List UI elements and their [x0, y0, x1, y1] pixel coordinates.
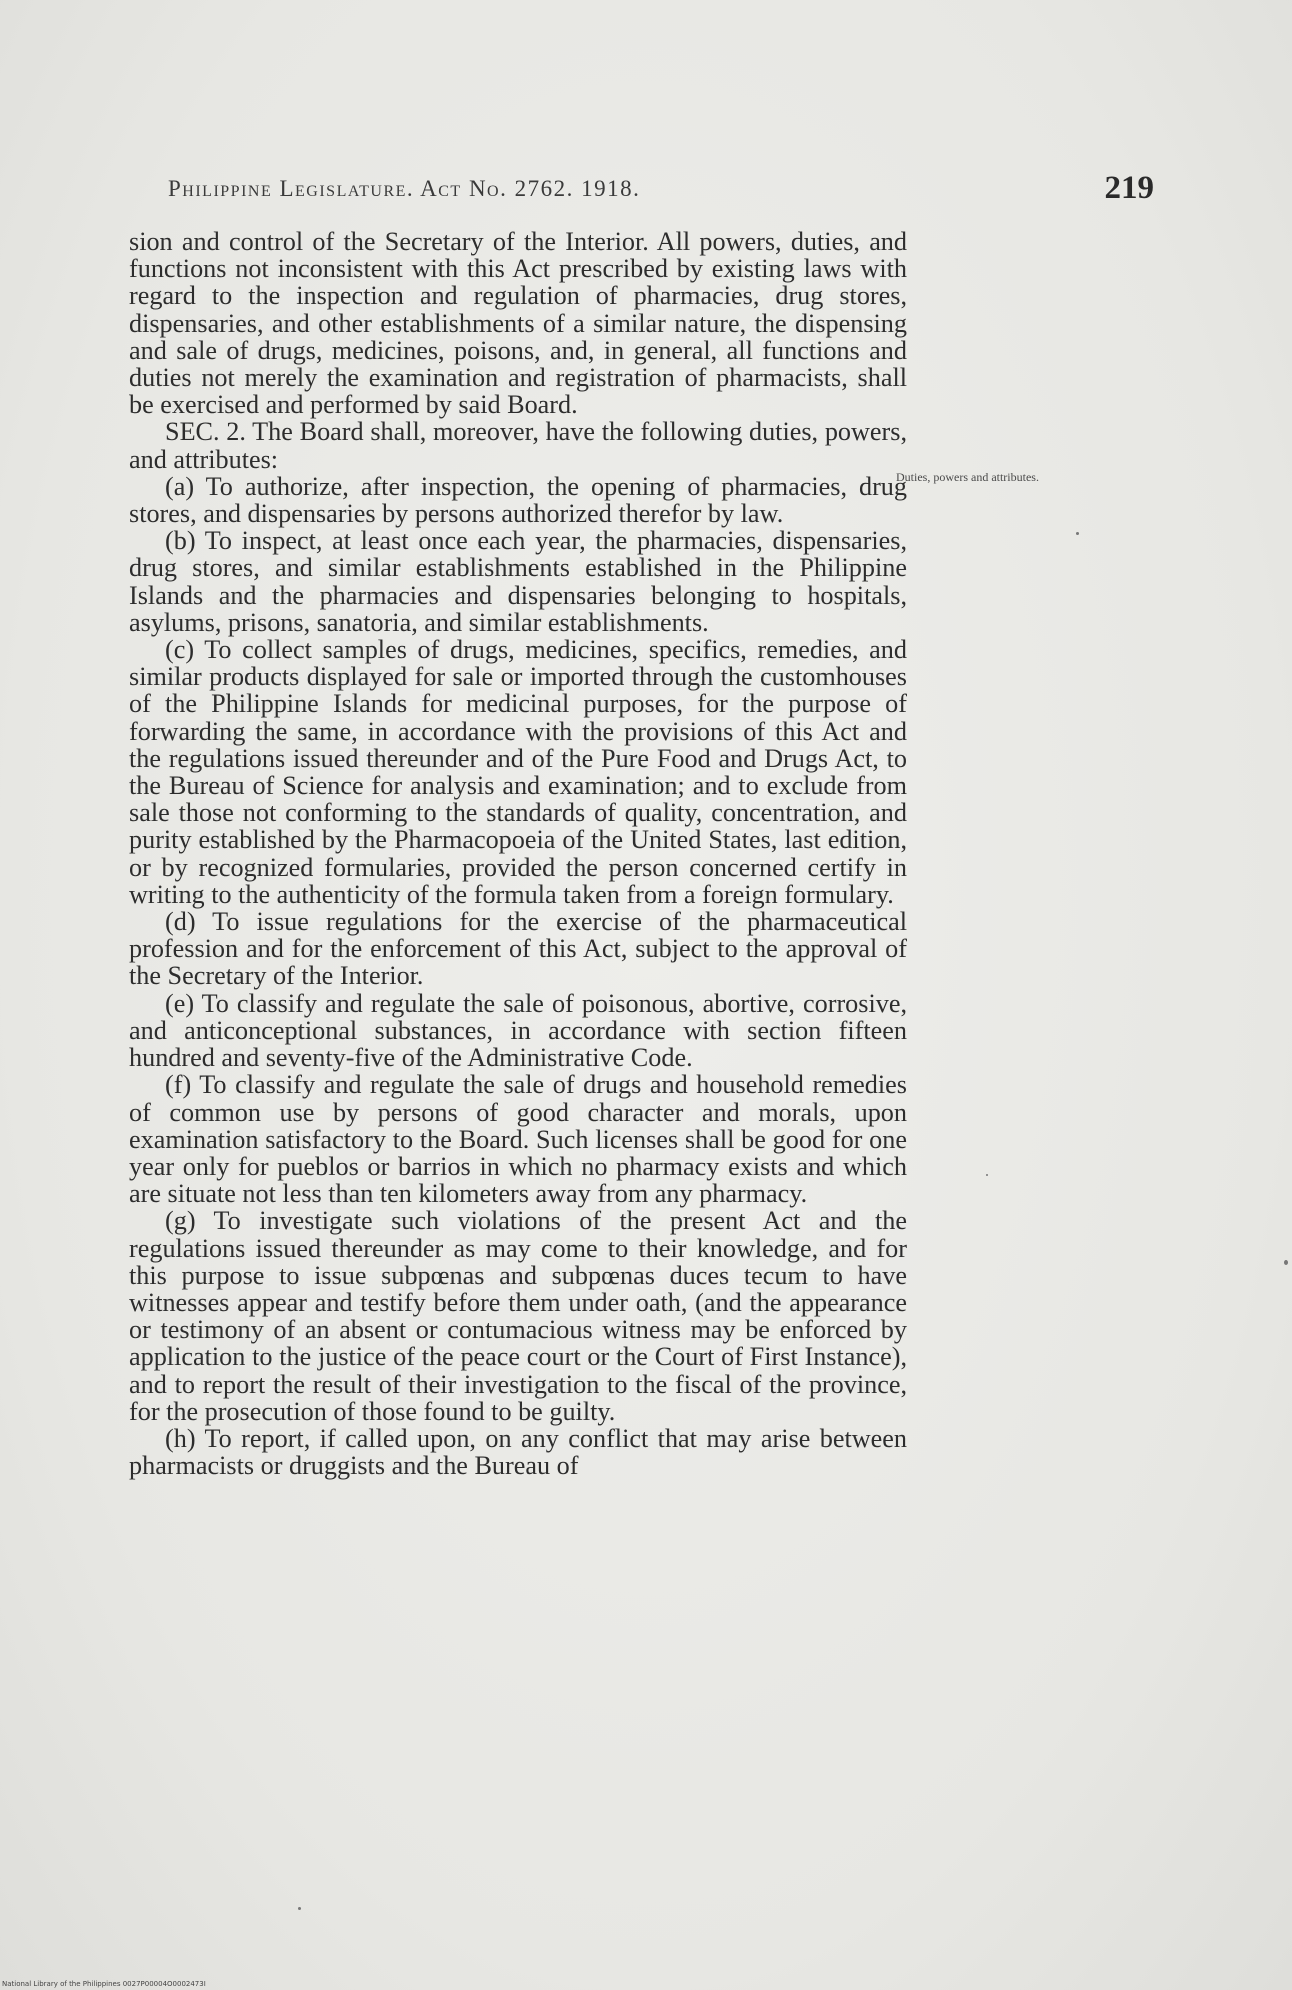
body-text	[129, 228, 907, 1479]
scan-imprint: National Library of the Philippines 0027P00004O0002473I	[2, 1980, 206, 1988]
paragraph-item-d: (d) To issue regulations for the exercise of the pharmaceutical profession and for the enforcement of this Act, subject to the approval of the Secretary of the Interior.	[129, 907, 907, 991]
page-number: 219	[1104, 170, 1154, 206]
paper-speck	[298, 1907, 301, 1910]
paragraph-item-h: (h) To report, if called upon, on any conflict that may arise between pharmacists or druggists and the Bureau of	[129, 1423, 907, 1481]
running-title: Philippine Legislature. Act No. 2762. 1918.	[168, 176, 641, 201]
margin-note: Duties, powers and attributes.	[896, 470, 1039, 484]
paragraph-item-e: (e) To classify and regulate the sale of poisonous, abortive, corrosive, and anticonceptional substances, in accordance with section fifteen hundred and seventy-five of the Administrative Code.	[129, 988, 907, 1073]
paragraph-item-g: (g) To investigate such violations of the present Act and the regulations issued thereunder as may come to their knowledge, and for this purpose to issue subpœnas and subpœnas duces tecum to have witnesses appear and testify before them under oath, (and the appearance or testimony of an absent or contumacious witness may be enforced by application to the justice of the peace court or the Court of First Instance), and to report the result of their investigation to the fiscal of the province, for the prosecution of those found to be guilty.	[129, 1206, 907, 1426]
paragraph-item-b: (b) To inspect, at least once each year, the pharmacies, dispensaries, drug stores, and similar establishments established in the Philippine Islands and the pharmacies and dispensaries belonging to hospitals, asylums, prisons, sanatoria, and similar establishments.	[129, 526, 907, 637]
paragraph-item-f: (f) To classify and regulate the sale of drugs and household remedies of common use by persons of good character and morals, upon examination satisfactory to the Board. Such licenses shall be good for one year only for pueblos or barrios in which no pharmacy exists and which are situate not less than ten kilometers away from any pharmacy.	[129, 1070, 907, 1209]
page-header	[168, 170, 1154, 210]
paragraph-item-a: (a) To authorize, after inspection, the opening of pharmacies, drug stores, and dispensaries by persons authorized therefor by law.	[129, 471, 907, 529]
paragraph-continuation: sion and control of the Secretary of the Interior. All powers, duties, and functions not inconsistent with this Act prescribed by existing laws with regard to the inspection and regulation of pharmacies, drug stores, dispensaries, and other establishments of a similar nature, the dispensing and sale of drugs, medicines, poisons, and, in general, all functions and duties not merely the examination and registration of pharmacists, shall be exercised and performed by said Board.	[129, 227, 907, 420]
paragraph-item-c: (c) To collect samples of drugs, medicines, specifics, remedies, and similar products displayed for sale or imported through the customhouses of the Philippine Islands for medicinal purposes, for the purpose of forwarding the same, in accordance with the provisions of this Act and the regulations issued thereunder and of the Pure Food and Drugs Act, to the Bureau of Science for analysis and examination; and to exclude from sale those not conforming to the standards of quality, concentration, and purity established by the Pharmacopoeia of the United States, last edition, or by recognized formularies, provided the person concerned certify in writing to the authenticity of the formula taken from a foreign formulary.	[129, 635, 907, 909]
paper-speck	[1076, 532, 1079, 535]
paper-speck	[1284, 1260, 1288, 1265]
paragraph-section-2: SEC. 2. The Board shall, moreover, have the following duties, powers, and attributes:	[129, 417, 907, 474]
paper-speck	[986, 1174, 988, 1176]
